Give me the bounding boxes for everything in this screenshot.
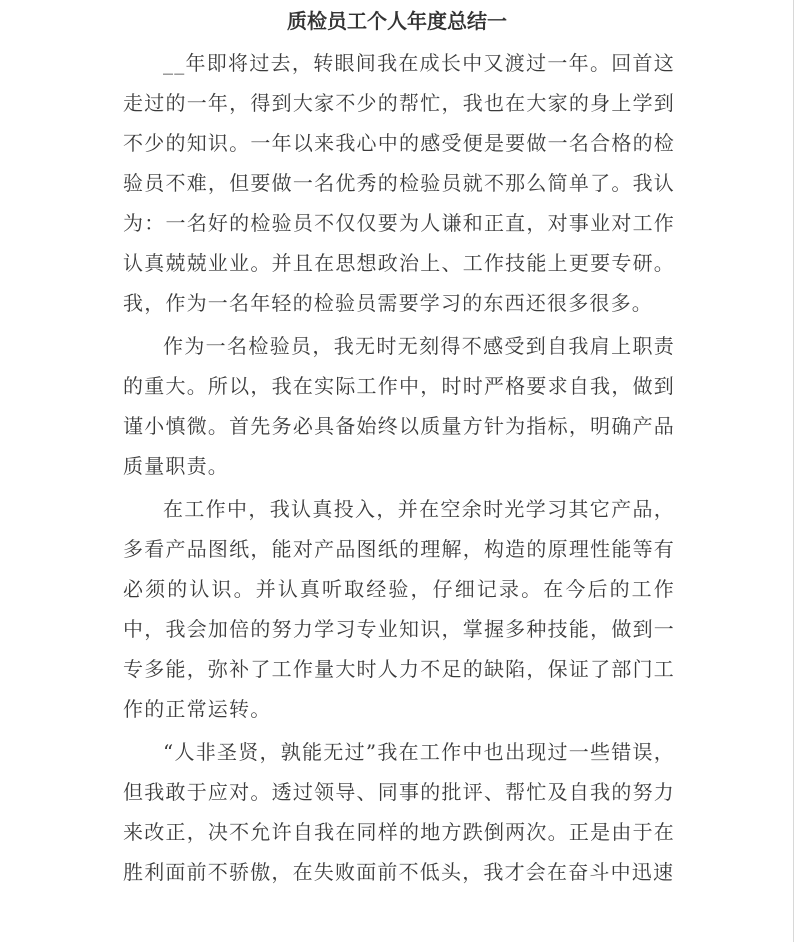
document-body [123,43,675,892]
document-title: 质检员工个人年度总结一 [287,9,507,33]
paragraph-4: “人非圣贤，孰能无过”我在工作中也出现过一些错误，但我敢于应对。透过领导、同事的批评、帮忙及自我的努力来改正，决不允许自我在同样的地方跌倒两次。正是由于在胜利面前不骄傲，在失败面前不低头，我才会在奋斗中迅速 [123,740,675,884]
paragraph-2: 作为一名检验员，我无时无刻得不感受到自我肩上职责的重大。所以，我在实际工作中，时时严格要求自我，做到谨小慎微。首先务必具备始终以质量方针为指标，明确产品质量职责。 [123,334,675,478]
paragraph-3: 在工作中，我认真投入，并在空余时光学习其它产品，多看产品图纸，能对产品图纸的理解，构造的原理性能等有必须的认识。并认真听取经验，仔细记录。在今后的工作中，我会加倍的努力学习专业知识，掌握多种技能，做到一专多能，弥补了工作量大时人力不足的缺陷，保证了部门工作的正常运转。 [123,497,675,721]
paragraph-1: __年即将过去，转眼间我在成长中又渡过一年。回首这走过的一年，得到大家不少的帮忙，我也在大家的身上学到不少的知识。一年以来我心中的感受便是要做一名合格的检验员不难，但要做一名优秀的检验员就不那么简单了。我认为：一名好的检验员不仅仅要为人谦和正直，对事业对工作认真兢兢业业。并且在思想政治上、工作技能上更要专研。我，作为一名年轻的检验员需要学习的东西还很多很多。 [123,51,675,315]
